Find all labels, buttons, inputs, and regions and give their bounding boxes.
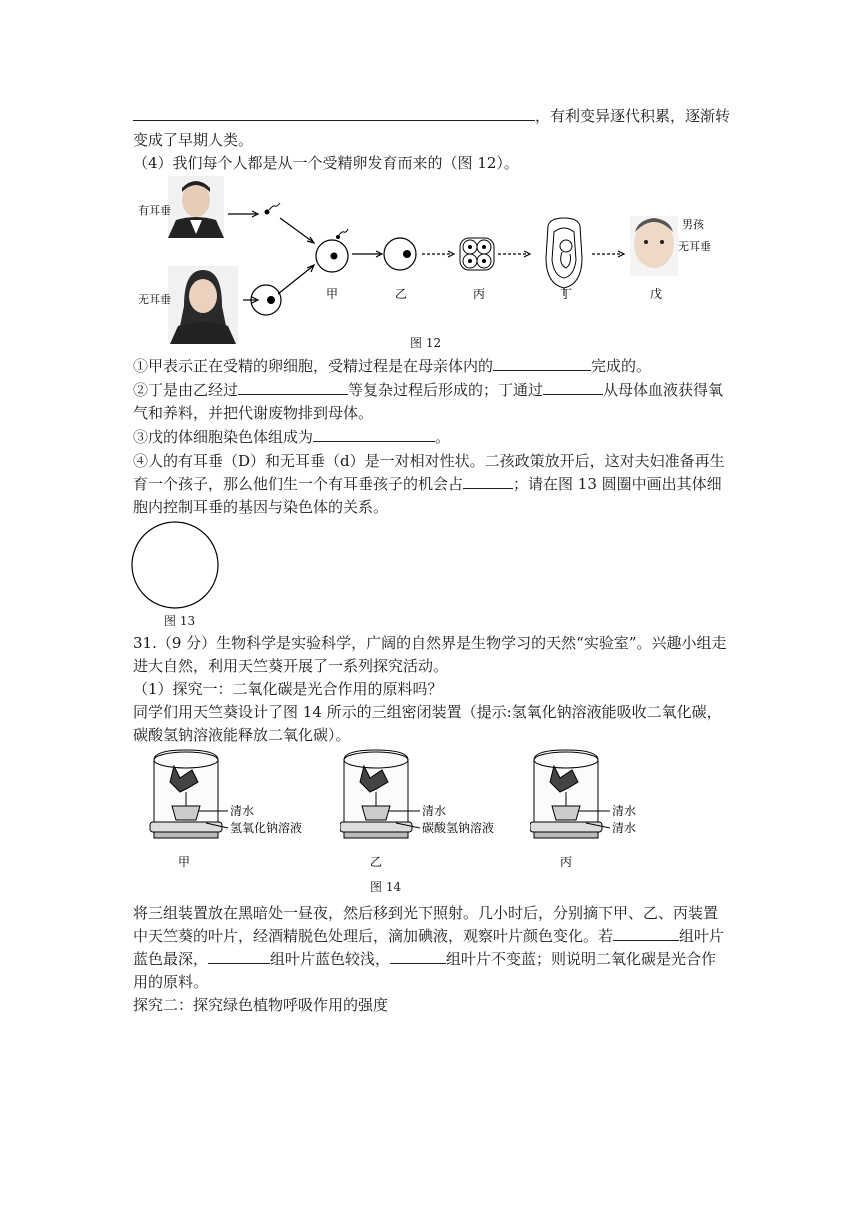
boy-label: 男孩 [682, 218, 704, 231]
figure-12 [130, 176, 730, 356]
jar-name: 丙 [560, 855, 573, 869]
answer-blank[interactable] [238, 380, 348, 395]
explore-1-desc2: 碳酸氢钠溶液能释放二氧化碳）。 [133, 726, 351, 744]
item-4-line2: 育一个孩子，那么他们生一个有耳垂孩子的机会占 ；请在图 13 圆圈中画出其体细 [133, 475, 722, 493]
jar-upper-label: 清水 [230, 804, 255, 818]
jar-lower-label: 清水 [612, 821, 637, 835]
answer-blank[interactable] [390, 949, 446, 964]
jar-jia [140, 748, 340, 874]
paragraph-line: 变成了早期人类。 [133, 131, 254, 149]
experiment-line1: 将三组装置放在黑暗处一昼夜，然后移到光下照射。几小时后，分别摘下甲、乙、丙装置 [133, 904, 719, 922]
mother-label: 无耳垂 [138, 293, 171, 306]
boy-trait-label: 无耳垂 [678, 240, 711, 253]
mother-photo [168, 266, 238, 344]
answer-blank[interactable] [313, 427, 435, 442]
figure-12-caption: 图 12 [410, 336, 442, 350]
father-label: 有耳垂 [138, 204, 171, 217]
figure-14-caption: 图 14 [370, 880, 402, 894]
item-4-line1: ④人的有耳垂（D）和无耳垂（d）是一对相对性状。二孩政策放开后，这对夫妇准备再生 [133, 452, 725, 470]
stage-label: 甲 [326, 287, 339, 301]
explore-2-title: 探究二：探究绿色植物呼吸作用的强度 [133, 996, 389, 1014]
figure-13-circle[interactable] [130, 520, 222, 612]
question-31-line2: 进大自然，利用天竺葵开展了一系列探究活动。 [133, 657, 449, 675]
question-4-title: （4）我们每个人都是从一个受精卵发育而来的（图 12）。 [133, 154, 519, 172]
experiment-line2: 中天竺葵的叶片，经酒精脱色处理后，滴加碘液，观察叶片颜色变化。若 组叶片 [133, 927, 725, 945]
item-3: ③戊的体细胞染色体组成为 。 [133, 428, 451, 446]
item-1: ①甲表示正在受精的卵细胞，受精过程是在母亲体内的 完成的。 [133, 357, 652, 375]
answer-blank[interactable] [493, 356, 591, 371]
figure-14-jars [140, 748, 580, 874]
question-31-line1: 31.（9 分）生物科学是实验科学，广阔的自然界是生物学习的天然“实验室”。兴趣小组走 [133, 634, 727, 652]
item-2-line2: 气和养料，并把代谢废物排到母体。 [133, 404, 374, 422]
answer-blank[interactable] [133, 106, 535, 121]
stage-ding-fetus-in-uterus [546, 218, 582, 296]
stage-label: 戊 [650, 287, 663, 301]
answer-blank[interactable] [613, 926, 679, 941]
figure-13-caption: 图 13 [164, 614, 196, 628]
jar-bing [530, 748, 670, 874]
stage-bing-cell-division [460, 238, 494, 270]
text: ，有利变异逐代积累，逐渐转 [535, 107, 731, 125]
stage-yi-zygote [384, 238, 416, 270]
jar-upper-label: 清水 [612, 804, 637, 818]
item-2: ②丁是由乙经过 等复杂过程后形成的；丁通过 从母体血液获得氧 [133, 381, 724, 399]
answer-blank[interactable] [543, 380, 603, 395]
experiment-line4: 用的原料。 [133, 973, 209, 991]
answer-blank[interactable] [208, 949, 270, 964]
father-photo [168, 176, 224, 238]
explore-1-desc1: 同学们用天竺葵设计了图 14 所示的三组密闭装置（提示:氢氧化钠溶液能吸收二氧化碳， [133, 703, 722, 721]
stage-label: 丁 [560, 287, 573, 301]
stage-label: 丙 [473, 287, 486, 301]
jar-name: 乙 [370, 855, 383, 869]
experiment-line3: 蓝色最深， 组叶片蓝色较浅， 组叶片不变蓝；则说明二氧化碳是光合作 [133, 950, 717, 968]
sperm-cell [265, 203, 281, 215]
answer-blank[interactable] [463, 474, 513, 489]
explore-1-title: （1）探究一：二氧化碳是光合作用的原料吗？ [133, 680, 443, 698]
jar-lower-label: 氢氧化钠溶液 [230, 821, 303, 835]
jar-upper-label: 清水 [422, 804, 447, 818]
jar-yi [340, 748, 520, 874]
jar-name: 甲 [178, 855, 191, 869]
stage-jia-fertilizing-egg [316, 229, 348, 272]
item-4-line3: 胞内控制耳垂的基因与染色体的关系。 [133, 498, 389, 516]
stage-label: 乙 [395, 287, 408, 301]
paragraph-line [133, 106, 730, 126]
jar-lower-label: 碳酸氢钠溶液 [422, 821, 495, 835]
stage-wu-baby-photo [630, 216, 678, 276]
